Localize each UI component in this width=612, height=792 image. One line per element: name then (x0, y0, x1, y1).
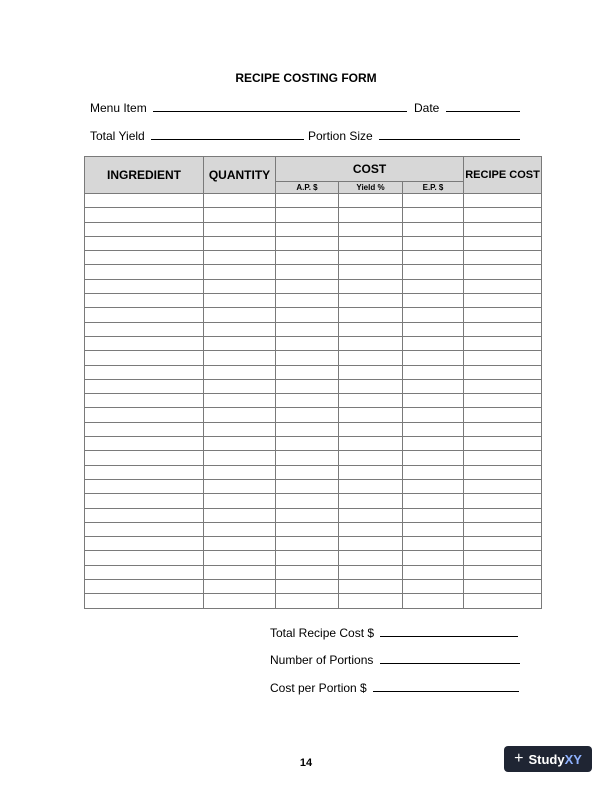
cell-quantity[interactable] (204, 236, 276, 250)
total-recipe-cost-label: Total Recipe Cost $ (270, 626, 375, 640)
cell-yield[interactable] (339, 580, 403, 594)
cell-ap[interactable] (276, 336, 339, 350)
cell-ap[interactable] (276, 494, 339, 508)
cell-ap[interactable] (276, 322, 339, 336)
cell-ep[interactable] (403, 451, 464, 465)
cell-ep[interactable] (403, 551, 464, 565)
cell-ep[interactable] (403, 408, 464, 422)
cell-quantity[interactable] (204, 279, 276, 293)
table-row (85, 479, 542, 493)
cell-yield[interactable] (339, 422, 403, 436)
menu-item-label: Menu Item (90, 101, 147, 115)
cell-recipe-cost[interactable] (464, 408, 542, 422)
portion-size-field (308, 127, 520, 143)
cell-recipe-cost[interactable] (464, 465, 542, 479)
cell-yield[interactable] (339, 594, 403, 608)
cell-quantity[interactable] (204, 451, 276, 465)
cell-quantity[interactable] (204, 322, 276, 336)
cell-quantity[interactable] (204, 565, 276, 579)
header-ingredient: INGREDIENT (85, 157, 204, 194)
cell-ap[interactable] (276, 394, 339, 408)
table-row (85, 265, 542, 279)
table-row (85, 308, 542, 322)
cell-ep[interactable] (403, 294, 464, 308)
cell-quantity[interactable] (204, 265, 276, 279)
header-yield: Yield % (339, 182, 403, 194)
cell-ap[interactable] (276, 222, 339, 236)
cell-ep[interactable] (403, 522, 464, 536)
table-row (85, 565, 542, 579)
cell-quantity[interactable] (204, 208, 276, 222)
cell-quantity[interactable] (204, 594, 276, 608)
cell-ap[interactable] (276, 208, 339, 222)
cell-yield[interactable] (339, 537, 403, 551)
cell-ep[interactable] (403, 580, 464, 594)
cell-recipe-cost[interactable] (464, 537, 542, 551)
cell-ep[interactable] (403, 494, 464, 508)
cell-ap[interactable] (276, 194, 339, 208)
cell-ingredient[interactable] (85, 522, 204, 536)
cell-recipe-cost[interactable] (464, 565, 542, 579)
cell-ingredient[interactable] (85, 265, 204, 279)
cell-yield[interactable] (339, 336, 403, 350)
cell-yield[interactable] (339, 265, 403, 279)
cell-quantity[interactable] (204, 422, 276, 436)
cell-ingredient[interactable] (85, 251, 204, 265)
cell-ingredient[interactable] (85, 336, 204, 350)
cell-ingredient[interactable] (85, 508, 204, 522)
cell-recipe-cost[interactable] (464, 422, 542, 436)
cell-ingredient[interactable] (85, 479, 204, 493)
cell-ingredient[interactable] (85, 451, 204, 465)
cell-ep[interactable] (403, 379, 464, 393)
cell-ap[interactable] (276, 351, 339, 365)
table-row (85, 379, 542, 393)
cell-ap[interactable] (276, 565, 339, 579)
cell-ap[interactable] (276, 437, 339, 451)
cell-yield[interactable] (339, 379, 403, 393)
cell-ap[interactable] (276, 594, 339, 608)
menu-item-field (90, 99, 407, 115)
cell-ap[interactable] (276, 308, 339, 322)
cell-ap[interactable] (276, 279, 339, 293)
cell-ap[interactable] (276, 294, 339, 308)
cell-ep[interactable] (403, 465, 464, 479)
cell-quantity[interactable] (204, 508, 276, 522)
total-yield-label: Total Yield (90, 129, 145, 143)
cell-ep[interactable] (403, 236, 464, 250)
cell-ingredient[interactable] (85, 594, 204, 608)
cell-quantity[interactable] (204, 308, 276, 322)
table-row (85, 508, 542, 522)
cell-quantity[interactable] (204, 336, 276, 350)
date-field (414, 99, 520, 115)
cell-yield[interactable] (339, 479, 403, 493)
cell-ep[interactable] (403, 422, 464, 436)
header-ep: E.P. $ (403, 182, 464, 194)
cell-quantity[interactable] (204, 479, 276, 493)
cell-ap[interactable] (276, 580, 339, 594)
table-row (85, 551, 542, 565)
table-row (85, 394, 542, 408)
cell-yield[interactable] (339, 194, 403, 208)
cell-ap[interactable] (276, 522, 339, 536)
cell-ep[interactable] (403, 194, 464, 208)
cell-ep[interactable] (403, 537, 464, 551)
total-yield-field (90, 127, 304, 143)
cell-ingredient[interactable] (85, 394, 204, 408)
table-row (85, 451, 542, 465)
cell-ingredient[interactable] (85, 308, 204, 322)
page-number: 14 (299, 757, 313, 769)
cell-yield[interactable] (339, 365, 403, 379)
cell-ap[interactable] (276, 422, 339, 436)
date-label: Date (414, 101, 440, 115)
table-row (85, 236, 542, 250)
header-quantity: QUANTITY (204, 157, 276, 194)
cell-recipe-cost[interactable] (464, 451, 542, 465)
cell-quantity[interactable] (204, 580, 276, 594)
cell-quantity[interactable] (204, 494, 276, 508)
table-body (85, 194, 542, 609)
cell-ap[interactable] (276, 265, 339, 279)
form-title: RECIPE COSTING FORM (235, 71, 377, 85)
cell-ap[interactable] (276, 451, 339, 465)
cell-recipe-cost[interactable] (464, 379, 542, 393)
cell-ep[interactable] (403, 351, 464, 365)
number-of-portions-field (270, 651, 520, 667)
cell-ingredient[interactable] (85, 565, 204, 579)
cell-yield[interactable] (339, 508, 403, 522)
cell-ap[interactable] (276, 551, 339, 565)
cell-recipe-cost[interactable] (464, 437, 542, 451)
table-row (85, 294, 542, 308)
cell-yield[interactable] (339, 294, 403, 308)
cell-ep[interactable] (403, 437, 464, 451)
cell-ingredient[interactable] (85, 408, 204, 422)
cell-ingredient[interactable] (85, 379, 204, 393)
cell-ap[interactable] (276, 479, 339, 493)
table-row (85, 336, 542, 350)
table-row (85, 522, 542, 536)
table-row (85, 437, 542, 451)
table-row (85, 194, 542, 208)
date-line[interactable] (446, 99, 520, 112)
cost-per-portion-line[interactable] (373, 679, 519, 692)
cell-ingredient[interactable] (85, 494, 204, 508)
brand-name-main: Study (528, 751, 565, 767)
table-row (85, 279, 542, 293)
cell-ep[interactable] (403, 308, 464, 322)
cell-yield[interactable] (339, 451, 403, 465)
cell-ap[interactable] (276, 236, 339, 250)
cost-per-portion-field (270, 679, 519, 695)
cell-recipe-cost[interactable] (464, 336, 542, 350)
cell-ap[interactable] (276, 251, 339, 265)
cell-ep[interactable] (403, 565, 464, 579)
cell-recipe-cost[interactable] (464, 522, 542, 536)
cell-yield[interactable] (339, 408, 403, 422)
header-ap: A.P. $ (276, 182, 339, 194)
cell-recipe-cost[interactable] (464, 494, 542, 508)
cell-ap[interactable] (276, 508, 339, 522)
cell-recipe-cost[interactable] (464, 479, 542, 493)
cell-ingredient[interactable] (85, 322, 204, 336)
cell-recipe-cost[interactable] (464, 265, 542, 279)
total-recipe-cost-field (270, 624, 518, 640)
cell-quantity[interactable] (204, 537, 276, 551)
number-of-portions-line[interactable] (380, 651, 520, 664)
cell-ep[interactable] (403, 594, 464, 608)
cell-ap[interactable] (276, 537, 339, 551)
cell-ep[interactable] (403, 222, 464, 236)
cell-ep[interactable] (403, 479, 464, 493)
table-row (85, 422, 542, 436)
cell-quantity[interactable] (204, 522, 276, 536)
cell-ingredient[interactable] (85, 294, 204, 308)
cell-ep[interactable] (403, 279, 464, 293)
cell-recipe-cost[interactable] (464, 308, 542, 322)
cell-ingredient[interactable] (85, 222, 204, 236)
cell-quantity[interactable] (204, 194, 276, 208)
costing-table (84, 156, 542, 609)
cell-ingredient[interactable] (85, 351, 204, 365)
header-cost: COST (276, 157, 464, 182)
table-row (85, 251, 542, 265)
cell-yield[interactable] (339, 322, 403, 336)
table-row (85, 580, 542, 594)
cell-quantity[interactable] (204, 222, 276, 236)
cell-ap[interactable] (276, 365, 339, 379)
cell-ep[interactable] (403, 365, 464, 379)
cell-yield[interactable] (339, 236, 403, 250)
cell-ingredient[interactable] (85, 465, 204, 479)
cell-quantity[interactable] (204, 465, 276, 479)
cell-yield[interactable] (339, 279, 403, 293)
cell-yield[interactable] (339, 522, 403, 536)
cell-yield[interactable] (339, 308, 403, 322)
cell-ap[interactable] (276, 408, 339, 422)
cell-recipe-cost[interactable] (464, 594, 542, 608)
cell-recipe-cost[interactable] (464, 508, 542, 522)
cell-recipe-cost[interactable] (464, 251, 542, 265)
cell-ap[interactable] (276, 465, 339, 479)
header-recipe-cost: RECIPE COST (464, 157, 542, 194)
cell-yield[interactable] (339, 437, 403, 451)
table-row (85, 351, 542, 365)
cell-quantity[interactable] (204, 408, 276, 422)
cell-quantity[interactable] (204, 379, 276, 393)
cell-ep[interactable] (403, 251, 464, 265)
cell-quantity[interactable] (204, 251, 276, 265)
cell-recipe-cost[interactable] (464, 394, 542, 408)
cell-ingredient[interactable] (85, 365, 204, 379)
cell-recipe-cost[interactable] (464, 322, 542, 336)
cell-ep[interactable] (403, 508, 464, 522)
plus-icon: + (514, 750, 524, 767)
table-row (85, 594, 542, 608)
cell-quantity[interactable] (204, 437, 276, 451)
portion-size-line[interactable] (379, 127, 520, 140)
cell-recipe-cost[interactable] (464, 279, 542, 293)
cell-ingredient[interactable] (85, 580, 204, 594)
table-row (85, 465, 542, 479)
cell-recipe-cost[interactable] (464, 551, 542, 565)
cell-ep[interactable] (403, 336, 464, 350)
cell-ep[interactable] (403, 322, 464, 336)
cell-recipe-cost[interactable] (464, 294, 542, 308)
cell-recipe-cost[interactable] (464, 580, 542, 594)
table-row (85, 322, 542, 336)
menu-item-line[interactable] (153, 99, 407, 112)
cell-recipe-cost[interactable] (464, 208, 542, 222)
cell-ingredient[interactable] (85, 551, 204, 565)
cell-ingredient[interactable] (85, 208, 204, 222)
cell-ingredient[interactable] (85, 537, 204, 551)
cell-quantity[interactable] (204, 351, 276, 365)
cell-yield[interactable] (339, 208, 403, 222)
cell-recipe-cost[interactable] (464, 194, 542, 208)
total-yield-line[interactable] (151, 127, 304, 140)
cell-ingredient[interactable] (85, 422, 204, 436)
cell-quantity[interactable] (204, 551, 276, 565)
cell-ingredient[interactable] (85, 279, 204, 293)
cell-ingredient[interactable] (85, 437, 204, 451)
cell-ep[interactable] (403, 394, 464, 408)
table-row (85, 494, 542, 508)
table-row (85, 537, 542, 551)
cell-recipe-cost[interactable] (464, 236, 542, 250)
cell-yield[interactable] (339, 251, 403, 265)
cell-quantity[interactable] (204, 394, 276, 408)
cell-yield[interactable] (339, 351, 403, 365)
cell-quantity[interactable] (204, 365, 276, 379)
cell-ingredient[interactable] (85, 236, 204, 250)
table-row (85, 222, 542, 236)
cell-ep[interactable] (403, 208, 464, 222)
table-row (85, 408, 542, 422)
cell-recipe-cost[interactable] (464, 351, 542, 365)
cell-ingredient[interactable] (85, 194, 204, 208)
cost-per-portion-label: Cost per Portion $ (270, 681, 367, 695)
cell-yield[interactable] (339, 465, 403, 479)
cell-ep[interactable] (403, 265, 464, 279)
table-row (85, 365, 542, 379)
cell-yield[interactable] (339, 565, 403, 579)
cell-ap[interactable] (276, 379, 339, 393)
cell-recipe-cost[interactable] (464, 365, 542, 379)
cell-yield[interactable] (339, 494, 403, 508)
portion-size-label: Portion Size (308, 129, 373, 143)
studyxy-logo[interactable] (504, 746, 592, 772)
cell-quantity[interactable] (204, 294, 276, 308)
table-row (85, 208, 542, 222)
cell-yield[interactable] (339, 222, 403, 236)
brand-name-accent: XY (564, 751, 582, 767)
number-of-portions-label: Number of Portions (270, 653, 374, 667)
cell-recipe-cost[interactable] (464, 222, 542, 236)
total-recipe-cost-line[interactable] (380, 624, 518, 637)
cell-yield[interactable] (339, 551, 403, 565)
cell-yield[interactable] (339, 394, 403, 408)
